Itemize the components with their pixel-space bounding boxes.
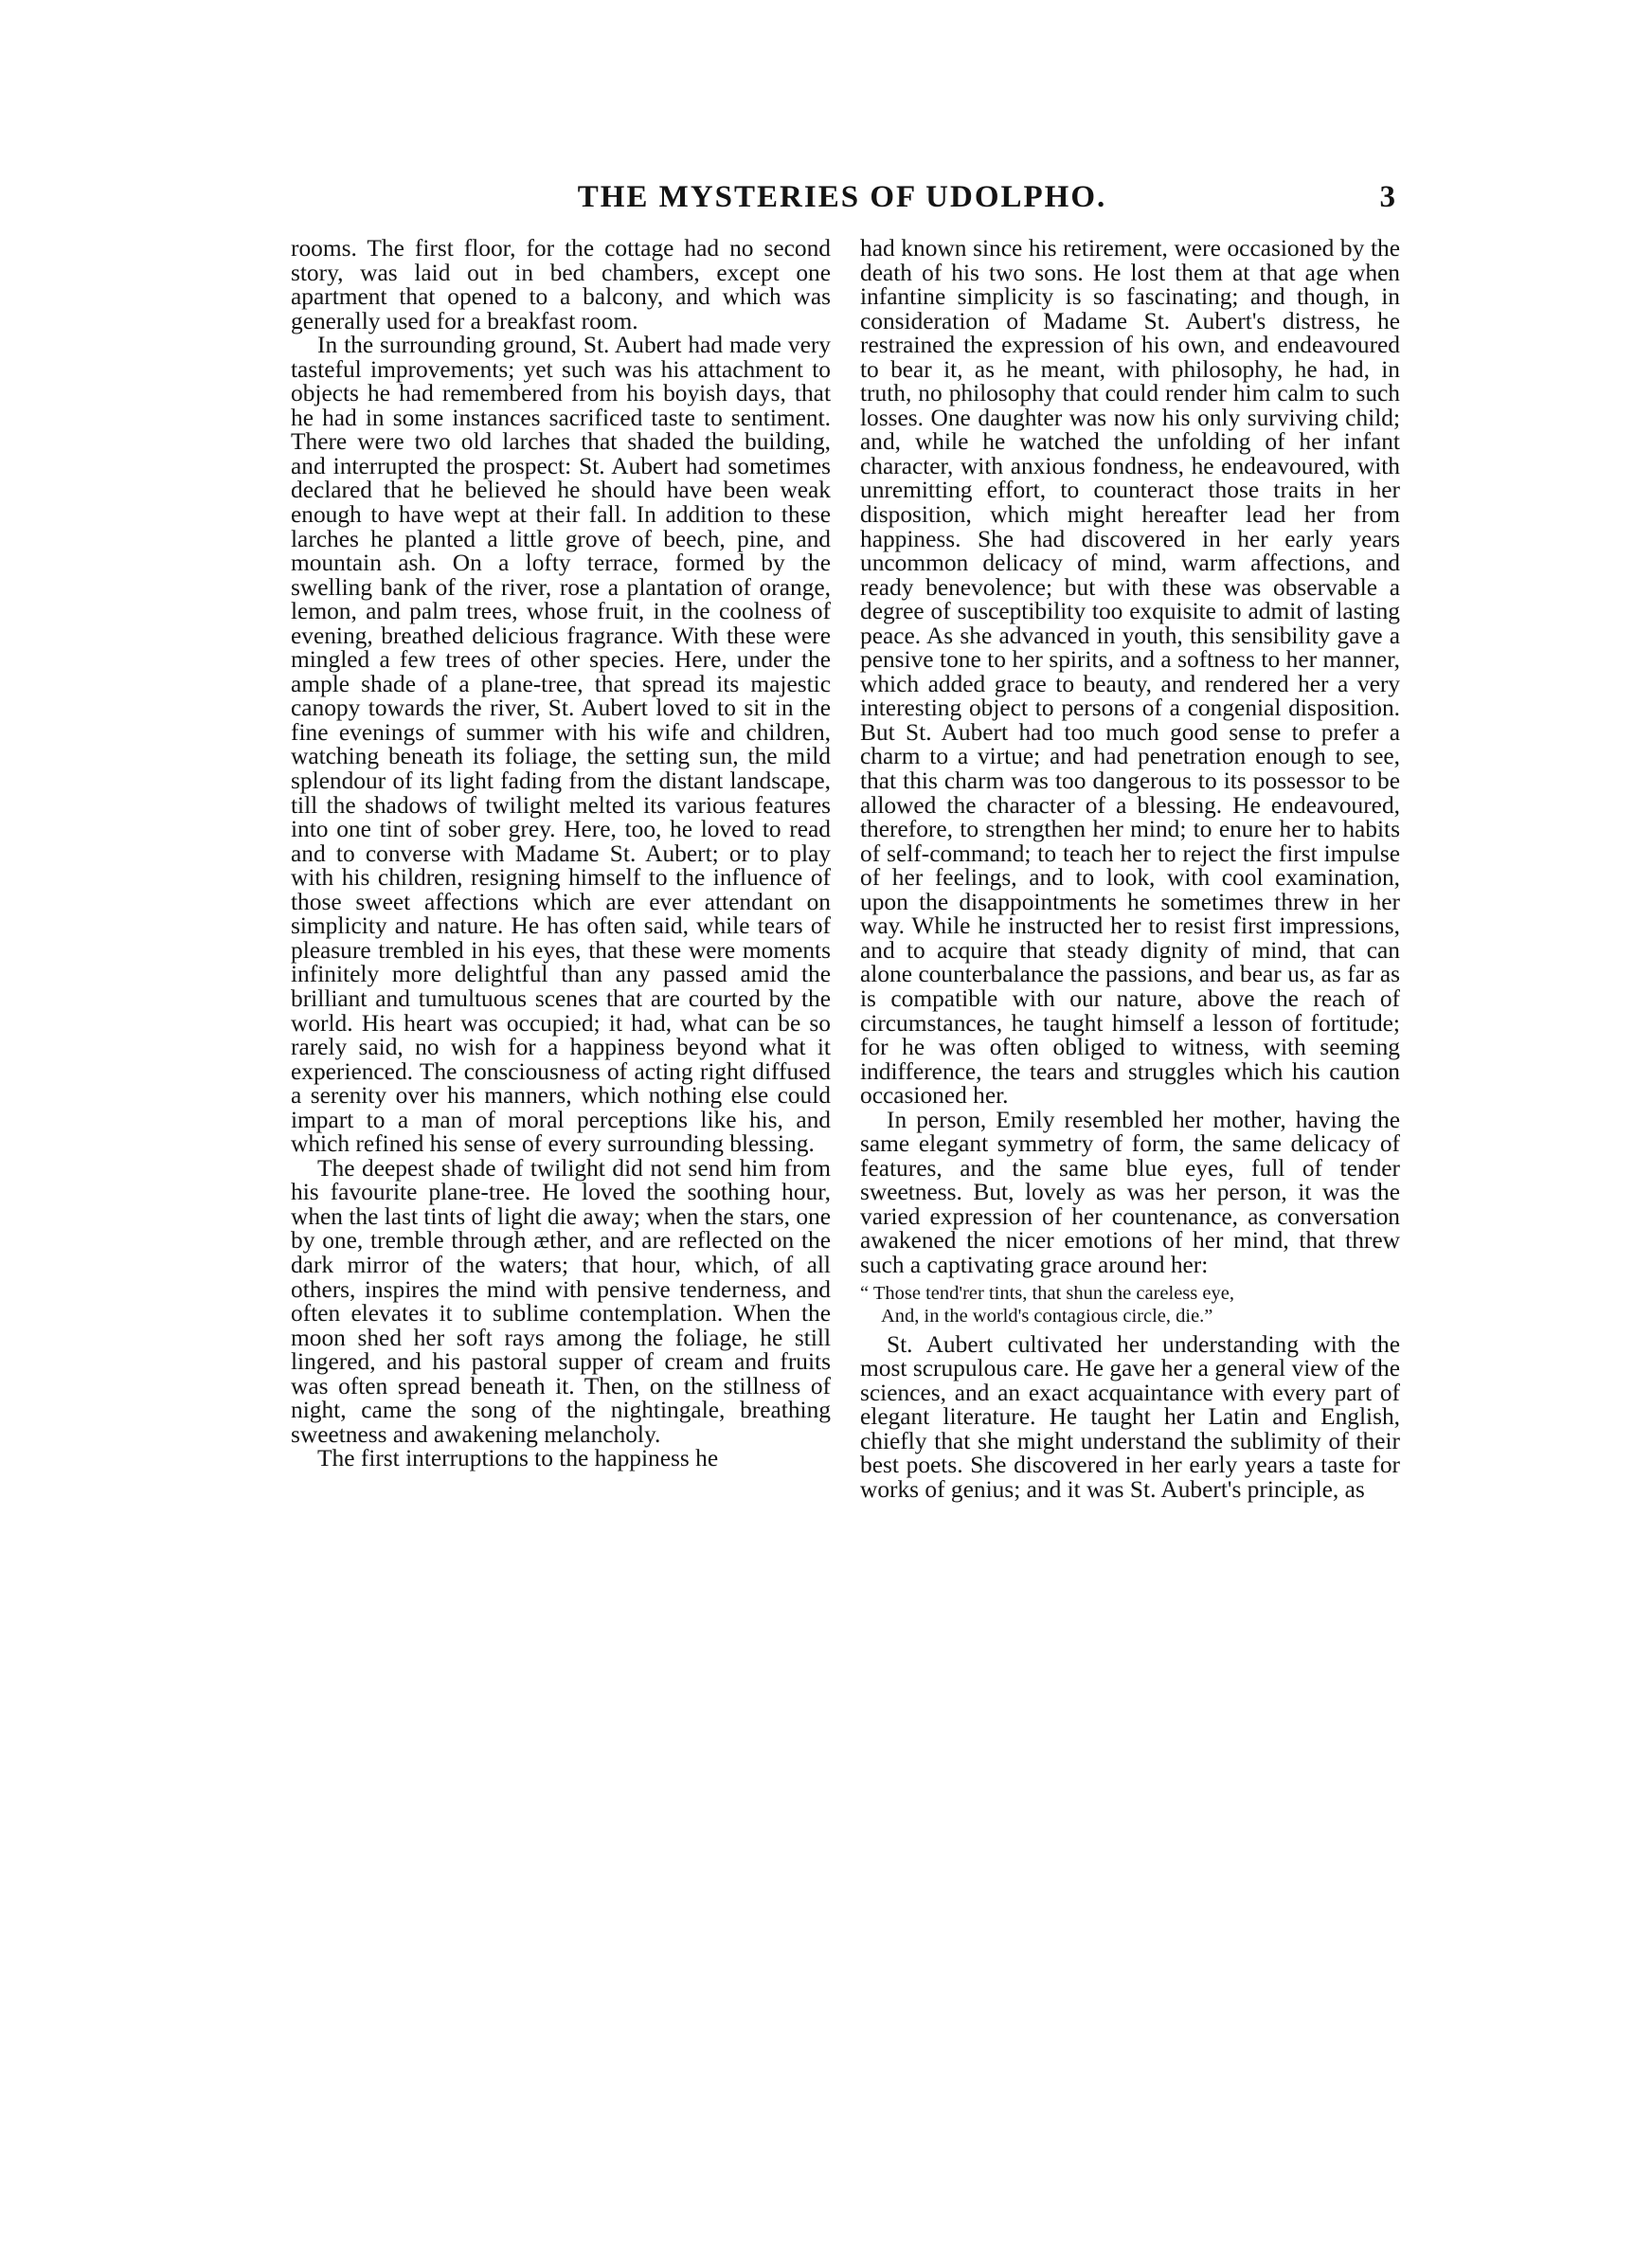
paragraph: In person, Emily resembled her mother, having the same elegant symmetry of form, the same delicacy of features, and the same blue eyes, full of tender sweetness. But, lovely as was her person, it was the varied expression of her countenance, as conversation awakened the nicer emotions of her mind, that threw such a captivating grace around her: [860,1106,1400,1278]
verse-quote [860,1282,1400,1327]
running-title: THE MYSTERIES OF UDOLPHO. [577,180,1107,214]
left-column [291,237,831,1472]
paragraph: In the surrounding ground, St. Aubert had made very tasteful improvements; yet such was his attachment to objects he had remembered from his boyish days, that he had in some instances sacrificed taste to sentiment. There were two old larches that shaded the building, and interrupted the prospect: St. Aubert had sometimes declared that he believed he should have been weak enough to have wept at their fall. In addition to these larches he planted a little grove of beech, pine, and mountain ash. On a lofty terrace, formed by the swelling bank of the river, rose a plantation of orange, lemon, and palm trees, whose fruit, in the coolness of evening, breathed delicious fragrance. With these were mingled a few trees of other species. Here, under the ample shade of a plane-tree, that spread its majestic canopy towards the river, St. Aubert loved to sit in the fine evenings of summer with his wife and children, watching beneath its foliage, the setting sun, the mild splendour of its light fading from the distant landscape, till the shadows of twilight melted its various features into one tint of sober grey. Here, too, he loved to read and to converse with Madame St. Aubert; or to play with his children, resigning himself to the influence of those sweet affections which are ever attendant on simplicity and nature. He has often said, while tears of pleasure trembled in his eyes, that these were moments infinitely more delightful than any passed amid the brilliant and tumultuous scenes that are courted by the world. His heart was occupied; it had, what can be so rarely said, no wish for a happiness beyond what it experienced. The consciousness of acting right diffused a serenity over his manners, which nothing else could impart to a man of moral perceptions like his, and which refined his sense of every surrounding blessing. [291,332,831,1158]
quote-line: “ Those tend'rer tints, that shun the careless eye, [860,1282,1234,1304]
page-number: 3 [1379,180,1395,214]
quote-line: And, in the world's contagious circle, die.” [881,1305,1213,1327]
page-header [289,178,1395,220]
paragraph: rooms. The first floor, for the cottage had no second story, was laid out in bed chambers, except one apartment that opened to a balcony, and which was generally used for a breakfast room. [291,235,831,334]
paragraph: The first interruptions to the happiness he [317,1445,719,1472]
paragraph: The deepest shade of twilight did not send him from his favourite plane-tree. He loved the soothing hour, when the last tints of light die away; when the stars, one by one, tremble through æther, and are reflected on the dark mirror of the waters; that hour, which, of all others, inspires the mind with pensive tenderness, and often elevates it to sublime contemplation. When the moon shed her soft rays among the foliage, he still lingered, and his pastoral supper of cream and fruits was often spread beneath it. Then, on the stillness of night, came the song of the nightingale, breathing sweetness and awakening melancholy. [291,1154,831,1448]
paragraph: St. Aubert cultivated her understanding with the most scrupulous care. He gave her a general view of the sciences, and an exact acquaintance with every part of elegant literature. He taught her Latin and English, chiefly that she might understand the sublimity of their best poets. She discovered in her early years a taste for works of genius; and it was St. Aubert's principle, as [860,1330,1400,1503]
paragraph: had known since his retirement, were occasioned by the death of his two sons. He lost them at that age when infantine simplicity is so fascinating; and though, in consideration of Madame St. Aubert's distress, he restrained the expression of his own, and endeavoured to bear it, as he meant, with philosophy, he had, in truth, no philosophy that could render him calm to such losses. One daughter was now his only surviving child; and, while he watched the unfolding of her infant character, with anxious fondness, he endeavoured, with unremitting effort, to counteract those traits in her disposition, which might hereafter lead her from happiness. She had discovered in her early years uncommon delicacy of mind, warm affections, and ready benevolence; but with these was observable a degree of susceptibility too exquisite to admit of lasting peace. As she advanced in youth, this sensibility gave a pensive tone to her spirits, and a softness to her manner, which added grace to beauty, and rendered her a very interesting object to persons of a congenial disposition. But St. Aubert had too much good sense to prefer a charm to a virtue; and had penetration enough to see, that this charm was too dangerous to its possessor to be allowed the character of a blessing. He endeavoured, therefore, to strengthen her mind; to enure her to habits of self-command; to teach her to reject the first impulse of her feelings, and to look, with cool examination, upon the disappointments he sometimes threw in her way. While he instructed her to resist first impressions, and to acquire that steady dignity of mind, that can alone counterbalance the passions, and bear us, as far as is compatible with our nature, above the reach of circumstances, he taught himself a lesson of fortitude; for he was often obliged to witness, with seeming indifference, the tears and struggles which his caution occasioned her. [860,235,1400,1110]
right-column [860,237,1400,1502]
